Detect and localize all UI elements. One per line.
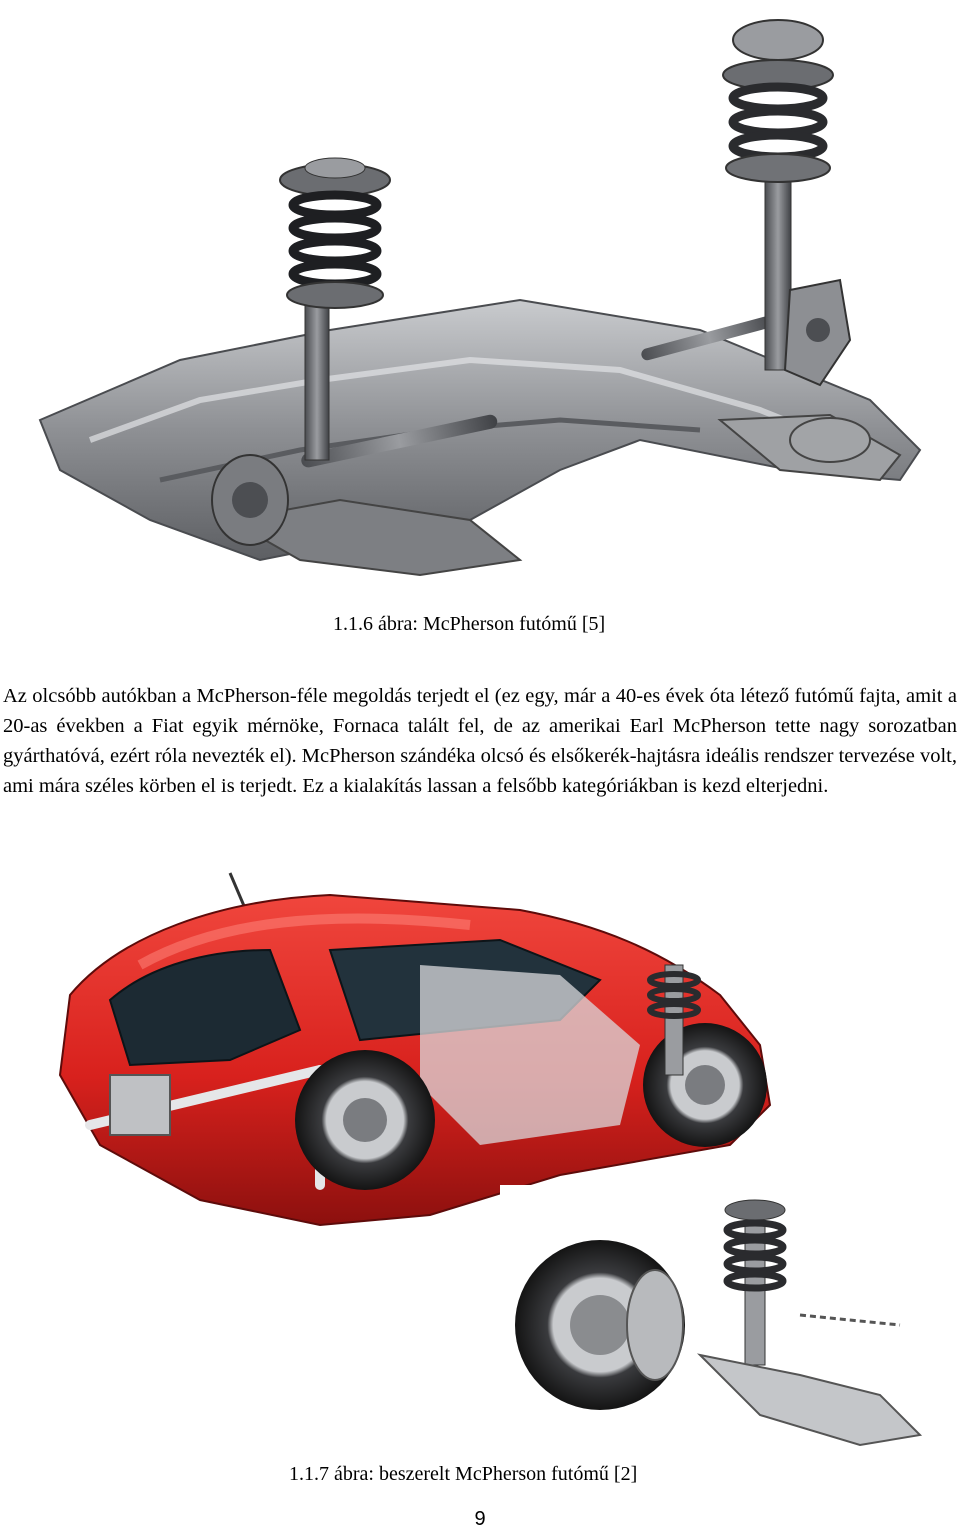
page-number: 9	[474, 1508, 486, 1530]
figure-caption-text: 1.1.7 ábra: beszerelt McPherson futómű [2]	[289, 1463, 638, 1485]
figure-caption-text: 1.1.6 ábra: McPherson futómű [5]	[333, 613, 606, 635]
suspension-subframe-illustration	[0, 0, 960, 590]
body-paragraph: Az olcsóbb autókban a McPherson-féle megoldás terjedt el (ez egy, már a 40-es évek óta létező futómű fajta, amit a 20-as években a Fiat egyik mérnöke, Fornaca talált fel, de az amerikai Earl McPherson tette nagy sorozatban gyárthatóvá, ezért róla nevezték el). McPherson szándéka olcsó és elsőkerék-hajtásra ideális rendszer tervezése volt, ami mára széles körben el is terjedt. Ez a kialakítás lassan a felsőbb kategóriákban is kezd elterjedni.	[3, 684, 957, 797]
car-cutaway-illustration	[0, 855, 960, 1455]
figure-mcpherson-subframe	[0, 0, 960, 590]
figure-installed-mcpherson	[0, 855, 960, 1455]
